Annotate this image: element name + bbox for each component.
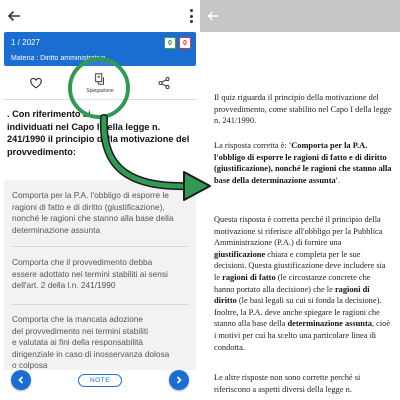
favorite-button[interactable] [4, 66, 68, 99]
previous-question-button[interactable] [11, 370, 31, 390]
question-counter: 1 / 2027 [11, 38, 40, 47]
more-options-icon[interactable] [188, 9, 194, 23]
heart-icon [29, 76, 43, 90]
note-button[interactable]: NOTE [78, 374, 122, 387]
question-line: individuati nel Capo I della legge n. [7, 121, 161, 132]
explanation-text: Questa risposta è corretta perché il principio della motivazione si riferisce all'obbligo per la Pubblica Amministrazione (P.A.) di fornire una [214, 215, 383, 248]
explanation-bold: giustificazione [214, 249, 266, 259]
explanation-other-answers: Le altre risposte non sono corrette perché si riferiscono a aspetti diversi della legge n. [214, 373, 361, 394]
back-arrow-icon[interactable] [6, 8, 22, 24]
answer-line: e valutata ai fini della responsabilità [12, 337, 143, 347]
wrong-count-badge: 0 [179, 37, 191, 49]
answer-option[interactable] [12, 190, 190, 236]
answer-line: essere adottato nei termini stabiliti ai sensi [12, 268, 168, 279]
answer-line: determinazione assunta [12, 224, 101, 235]
answer-line: del provvedimento nei termini stabiliti [12, 325, 149, 336]
chevron-right-icon [174, 375, 184, 385]
answer-line: o colposa [12, 360, 48, 370]
question-line: 241/1990 il principio della motivazione del [7, 134, 190, 144]
answer-line: Comporta per la P.A. l'obbligo di esporre le [12, 190, 169, 200]
explanation-text: , cioè i motivi per cui ha scelto una particolare linea di condotta. [214, 319, 391, 352]
answer-line: dirigenziale in caso di inosservanza dolosa [12, 348, 170, 359]
share-icon [157, 76, 171, 90]
explanation-topbar [200, 0, 400, 32]
explanation-bold: determinazione assunta [287, 319, 372, 329]
answer-line: ragioni di fatto e di diritto (giustificazione), [12, 201, 165, 212]
answer-line: Comporta che il provvedimento debba [12, 257, 153, 267]
share-button[interactable] [132, 66, 196, 99]
correct-count-badge: 0 [164, 37, 176, 49]
answer-option[interactable] [12, 314, 190, 372]
explanation-text: chiara e completa per le sue decisioni. Questa giustificazione deve includere sia le [214, 249, 386, 282]
back-arrow-icon[interactable] [206, 9, 220, 23]
next-question-button[interactable] [169, 370, 189, 390]
explanation-screen [200, 0, 400, 400]
explanation-highlight-circle [68, 57, 130, 119]
correct-answer-suffix: . [338, 175, 341, 185]
correct-answer-prefix: La risposta corretta è: [214, 141, 289, 150]
answer-line: Comporta che la mancata adozione [12, 314, 143, 324]
question-category: Materia : Diritto amministrativo [11, 55, 106, 62]
answer-line: nonché le ragioni che stanno alla base della [12, 213, 174, 223]
explanation-bold: ragioni di diritto [214, 284, 370, 306]
answer-line: dell'art. 2 della l.n. 241/1990 [12, 280, 116, 290]
quiz-bottom-bar [0, 368, 200, 392]
explanation-label: Spiegazione [86, 87, 114, 94]
explanation-bold: ragioni di fatto [222, 272, 276, 282]
explanation-text: (le circostanze concrete che hanno portato alla decisione) che le [214, 272, 371, 294]
explanation-text: (le basi legali su cui si fonda la decisione). Inoltre, la P.A. deve anche spiegare le ragioni che stanno alla base della [214, 296, 382, 329]
quiz-topbar [0, 0, 200, 32]
chevron-left-icon [16, 375, 26, 385]
question-line: provvedimento: [7, 146, 76, 157]
correct-answer-text: 'Comporta per la P.A. l'obbligo di esporre le ragioni di fatto e di diritto (giustificazione), nonché le ragioni che stanno alla base della determinazione assunta' [214, 141, 392, 185]
answer-divider [12, 304, 188, 305]
question-line: . Con riferimento ai [7, 109, 91, 119]
answer-option[interactable] [12, 257, 190, 292]
answer-divider [12, 246, 188, 247]
explanation-intro: Il quiz riguarda il principio della motivazione del provvedimento, come stabilito nel Capo I della legge n. 241/1990. [214, 93, 392, 126]
answers-list [4, 180, 196, 370]
explanation-body [214, 214, 392, 353]
explanation-correct-answer [214, 140, 392, 186]
